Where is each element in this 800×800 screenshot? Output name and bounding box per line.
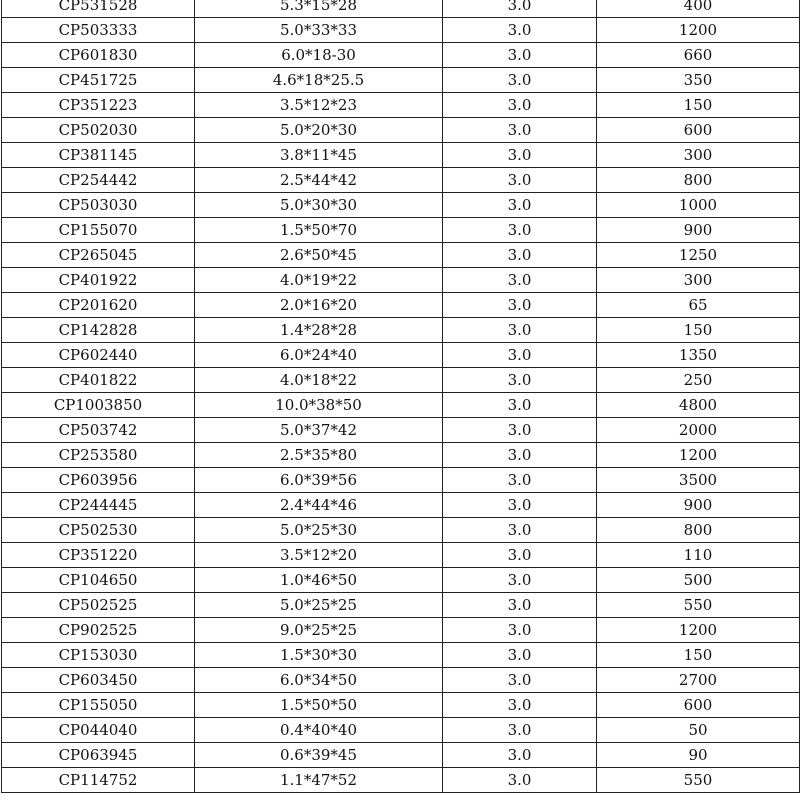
capacity-cell: 65 — [597, 293, 800, 318]
size-cell: 2.4*44*46 — [195, 493, 443, 518]
battery-spec-table — [1, 0, 800, 793]
model-cell: CP902525 — [2, 618, 195, 643]
capacity-cell: 2700 — [597, 668, 800, 693]
table-row — [2, 168, 800, 193]
size-cell: 6.0*24*40 — [195, 343, 443, 368]
voltage-cell: 3.0 — [443, 93, 597, 118]
voltage-cell: 3.0 — [443, 68, 597, 93]
table-row — [2, 493, 800, 518]
model-cell: CP104650 — [2, 568, 195, 593]
model-cell: CP451725 — [2, 68, 195, 93]
capacity-cell: 900 — [597, 493, 800, 518]
size-cell: 3.8*11*45 — [195, 143, 443, 168]
table-row — [2, 243, 800, 268]
table-row — [2, 93, 800, 118]
model-cell: CP155050 — [2, 693, 195, 718]
voltage-cell: 3.0 — [443, 118, 597, 143]
size-cell: 1.1*47*52 — [195, 768, 443, 793]
model-cell: CP153030 — [2, 643, 195, 668]
size-cell: 6.0*18-30 — [195, 43, 443, 68]
size-cell: 4.0*19*22 — [195, 268, 443, 293]
model-cell: CP351220 — [2, 543, 195, 568]
voltage-cell: 3.0 — [443, 718, 597, 743]
table-body — [2, 0, 800, 793]
model-cell: CP503030 — [2, 193, 195, 218]
voltage-cell: 3.0 — [443, 443, 597, 468]
table-row — [2, 43, 800, 68]
voltage-cell: 3.0 — [443, 768, 597, 793]
model-cell: CP254442 — [2, 168, 195, 193]
size-cell: 0.6*39*45 — [195, 743, 443, 768]
capacity-cell: 300 — [597, 268, 800, 293]
table-row — [2, 343, 800, 368]
capacity-cell: 400 — [597, 0, 800, 18]
voltage-cell: 3.0 — [443, 693, 597, 718]
voltage-cell: 3.0 — [443, 518, 597, 543]
capacity-cell: 90 — [597, 743, 800, 768]
capacity-cell: 250 — [597, 368, 800, 393]
table-row — [2, 718, 800, 743]
voltage-cell: 3.0 — [443, 268, 597, 293]
table-row — [2, 218, 800, 243]
table-row — [2, 468, 800, 493]
capacity-cell: 1200 — [597, 618, 800, 643]
voltage-cell: 3.0 — [443, 643, 597, 668]
table-row — [2, 268, 800, 293]
table-row — [2, 368, 800, 393]
model-cell: CP351223 — [2, 93, 195, 118]
capacity-cell: 800 — [597, 518, 800, 543]
table-row — [2, 68, 800, 93]
model-cell: CP603450 — [2, 668, 195, 693]
voltage-cell: 3.0 — [443, 43, 597, 68]
model-cell: CP201620 — [2, 293, 195, 318]
model-cell: CP603956 — [2, 468, 195, 493]
model-cell: CP244445 — [2, 493, 195, 518]
table-row — [2, 743, 800, 768]
table-row — [2, 443, 800, 468]
voltage-cell: 3.0 — [443, 193, 597, 218]
capacity-cell: 1200 — [597, 18, 800, 43]
capacity-cell: 1250 — [597, 243, 800, 268]
table-row — [2, 0, 800, 18]
model-cell: CP531528 — [2, 0, 195, 18]
voltage-cell: 3.0 — [443, 468, 597, 493]
model-cell: CP502525 — [2, 593, 195, 618]
size-cell: 1.5*30*30 — [195, 643, 443, 668]
voltage-cell: 3.0 — [443, 593, 597, 618]
capacity-cell: 50 — [597, 718, 800, 743]
size-cell: 5.0*37*42 — [195, 418, 443, 443]
size-cell: 1.5*50*50 — [195, 693, 443, 718]
model-cell: CP381145 — [2, 143, 195, 168]
size-cell: 6.0*34*50 — [195, 668, 443, 693]
table-row — [2, 318, 800, 343]
table-row — [2, 668, 800, 693]
capacity-cell: 900 — [597, 218, 800, 243]
voltage-cell: 3.0 — [443, 493, 597, 518]
voltage-cell: 3.0 — [443, 0, 597, 18]
size-cell: 2.6*50*45 — [195, 243, 443, 268]
size-cell: 5.0*30*30 — [195, 193, 443, 218]
voltage-cell: 3.0 — [443, 218, 597, 243]
model-cell: CP401822 — [2, 368, 195, 393]
capacity-cell: 2000 — [597, 418, 800, 443]
size-cell: 4.0*18*22 — [195, 368, 443, 393]
size-cell: 2.0*16*20 — [195, 293, 443, 318]
size-cell: 9.0*25*25 — [195, 618, 443, 643]
capacity-cell: 110 — [597, 543, 800, 568]
size-cell: 1.0*46*50 — [195, 568, 443, 593]
table-row — [2, 693, 800, 718]
table-row — [2, 18, 800, 43]
model-cell: CP1003850 — [2, 393, 195, 418]
table-row — [2, 393, 800, 418]
capacity-cell: 300 — [597, 143, 800, 168]
capacity-cell: 600 — [597, 118, 800, 143]
model-cell: CP142828 — [2, 318, 195, 343]
voltage-cell: 3.0 — [443, 168, 597, 193]
voltage-cell: 3.0 — [443, 18, 597, 43]
table-row — [2, 593, 800, 618]
capacity-cell: 350 — [597, 68, 800, 93]
model-cell: CP063945 — [2, 743, 195, 768]
table-row — [2, 768, 800, 793]
capacity-cell: 550 — [597, 593, 800, 618]
voltage-cell: 3.0 — [443, 143, 597, 168]
voltage-cell: 3.0 — [443, 368, 597, 393]
voltage-cell: 3.0 — [443, 743, 597, 768]
voltage-cell: 3.0 — [443, 318, 597, 343]
size-cell: 5.0*25*30 — [195, 518, 443, 543]
table-row — [2, 518, 800, 543]
capacity-cell: 150 — [597, 93, 800, 118]
size-cell: 6.0*39*56 — [195, 468, 443, 493]
table-row — [2, 193, 800, 218]
size-cell: 1.5*50*70 — [195, 218, 443, 243]
model-cell: CP502030 — [2, 118, 195, 143]
size-cell: 1.4*28*28 — [195, 318, 443, 343]
size-cell: 5.0*33*33 — [195, 18, 443, 43]
model-cell: CP502530 — [2, 518, 195, 543]
voltage-cell: 3.0 — [443, 243, 597, 268]
size-cell: 0.4*40*40 — [195, 718, 443, 743]
model-cell: CP602440 — [2, 343, 195, 368]
table-row — [2, 143, 800, 168]
voltage-cell: 3.0 — [443, 418, 597, 443]
capacity-cell: 1200 — [597, 443, 800, 468]
model-cell: CP155070 — [2, 218, 195, 243]
model-cell: CP601830 — [2, 43, 195, 68]
size-cell: 3.5*12*23 — [195, 93, 443, 118]
size-cell: 2.5*35*80 — [195, 443, 443, 468]
table-row — [2, 643, 800, 668]
model-cell: CP503333 — [2, 18, 195, 43]
size-cell: 2.5*44*42 — [195, 168, 443, 193]
size-cell: 3.5*12*20 — [195, 543, 443, 568]
table-row — [2, 568, 800, 593]
model-cell: CP253580 — [2, 443, 195, 468]
voltage-cell: 3.0 — [443, 618, 597, 643]
capacity-cell: 500 — [597, 568, 800, 593]
capacity-cell: 4800 — [597, 393, 800, 418]
table-row — [2, 543, 800, 568]
table-row — [2, 418, 800, 443]
capacity-cell: 150 — [597, 643, 800, 668]
model-cell: CP114752 — [2, 768, 195, 793]
table-row — [2, 118, 800, 143]
size-cell: 5.0*20*30 — [195, 118, 443, 143]
size-cell: 5.0*25*25 — [195, 593, 443, 618]
model-cell: CP401922 — [2, 268, 195, 293]
voltage-cell: 3.0 — [443, 393, 597, 418]
model-cell: CP265045 — [2, 243, 195, 268]
size-cell: 10.0*38*50 — [195, 393, 443, 418]
voltage-cell: 3.0 — [443, 668, 597, 693]
capacity-cell: 3500 — [597, 468, 800, 493]
voltage-cell: 3.0 — [443, 543, 597, 568]
capacity-cell: 660 — [597, 43, 800, 68]
table-row — [2, 618, 800, 643]
capacity-cell: 600 — [597, 693, 800, 718]
model-cell: CP503742 — [2, 418, 195, 443]
voltage-cell: 3.0 — [443, 293, 597, 318]
capacity-cell: 550 — [597, 768, 800, 793]
size-cell: 5.3*15*28 — [195, 0, 443, 18]
model-cell: CP044040 — [2, 718, 195, 743]
capacity-cell: 1000 — [597, 193, 800, 218]
size-cell: 4.6*18*25.5 — [195, 68, 443, 93]
voltage-cell: 3.0 — [443, 568, 597, 593]
voltage-cell: 3.0 — [443, 343, 597, 368]
table-row — [2, 293, 800, 318]
capacity-cell: 1350 — [597, 343, 800, 368]
capacity-cell: 150 — [597, 318, 800, 343]
capacity-cell: 800 — [597, 168, 800, 193]
